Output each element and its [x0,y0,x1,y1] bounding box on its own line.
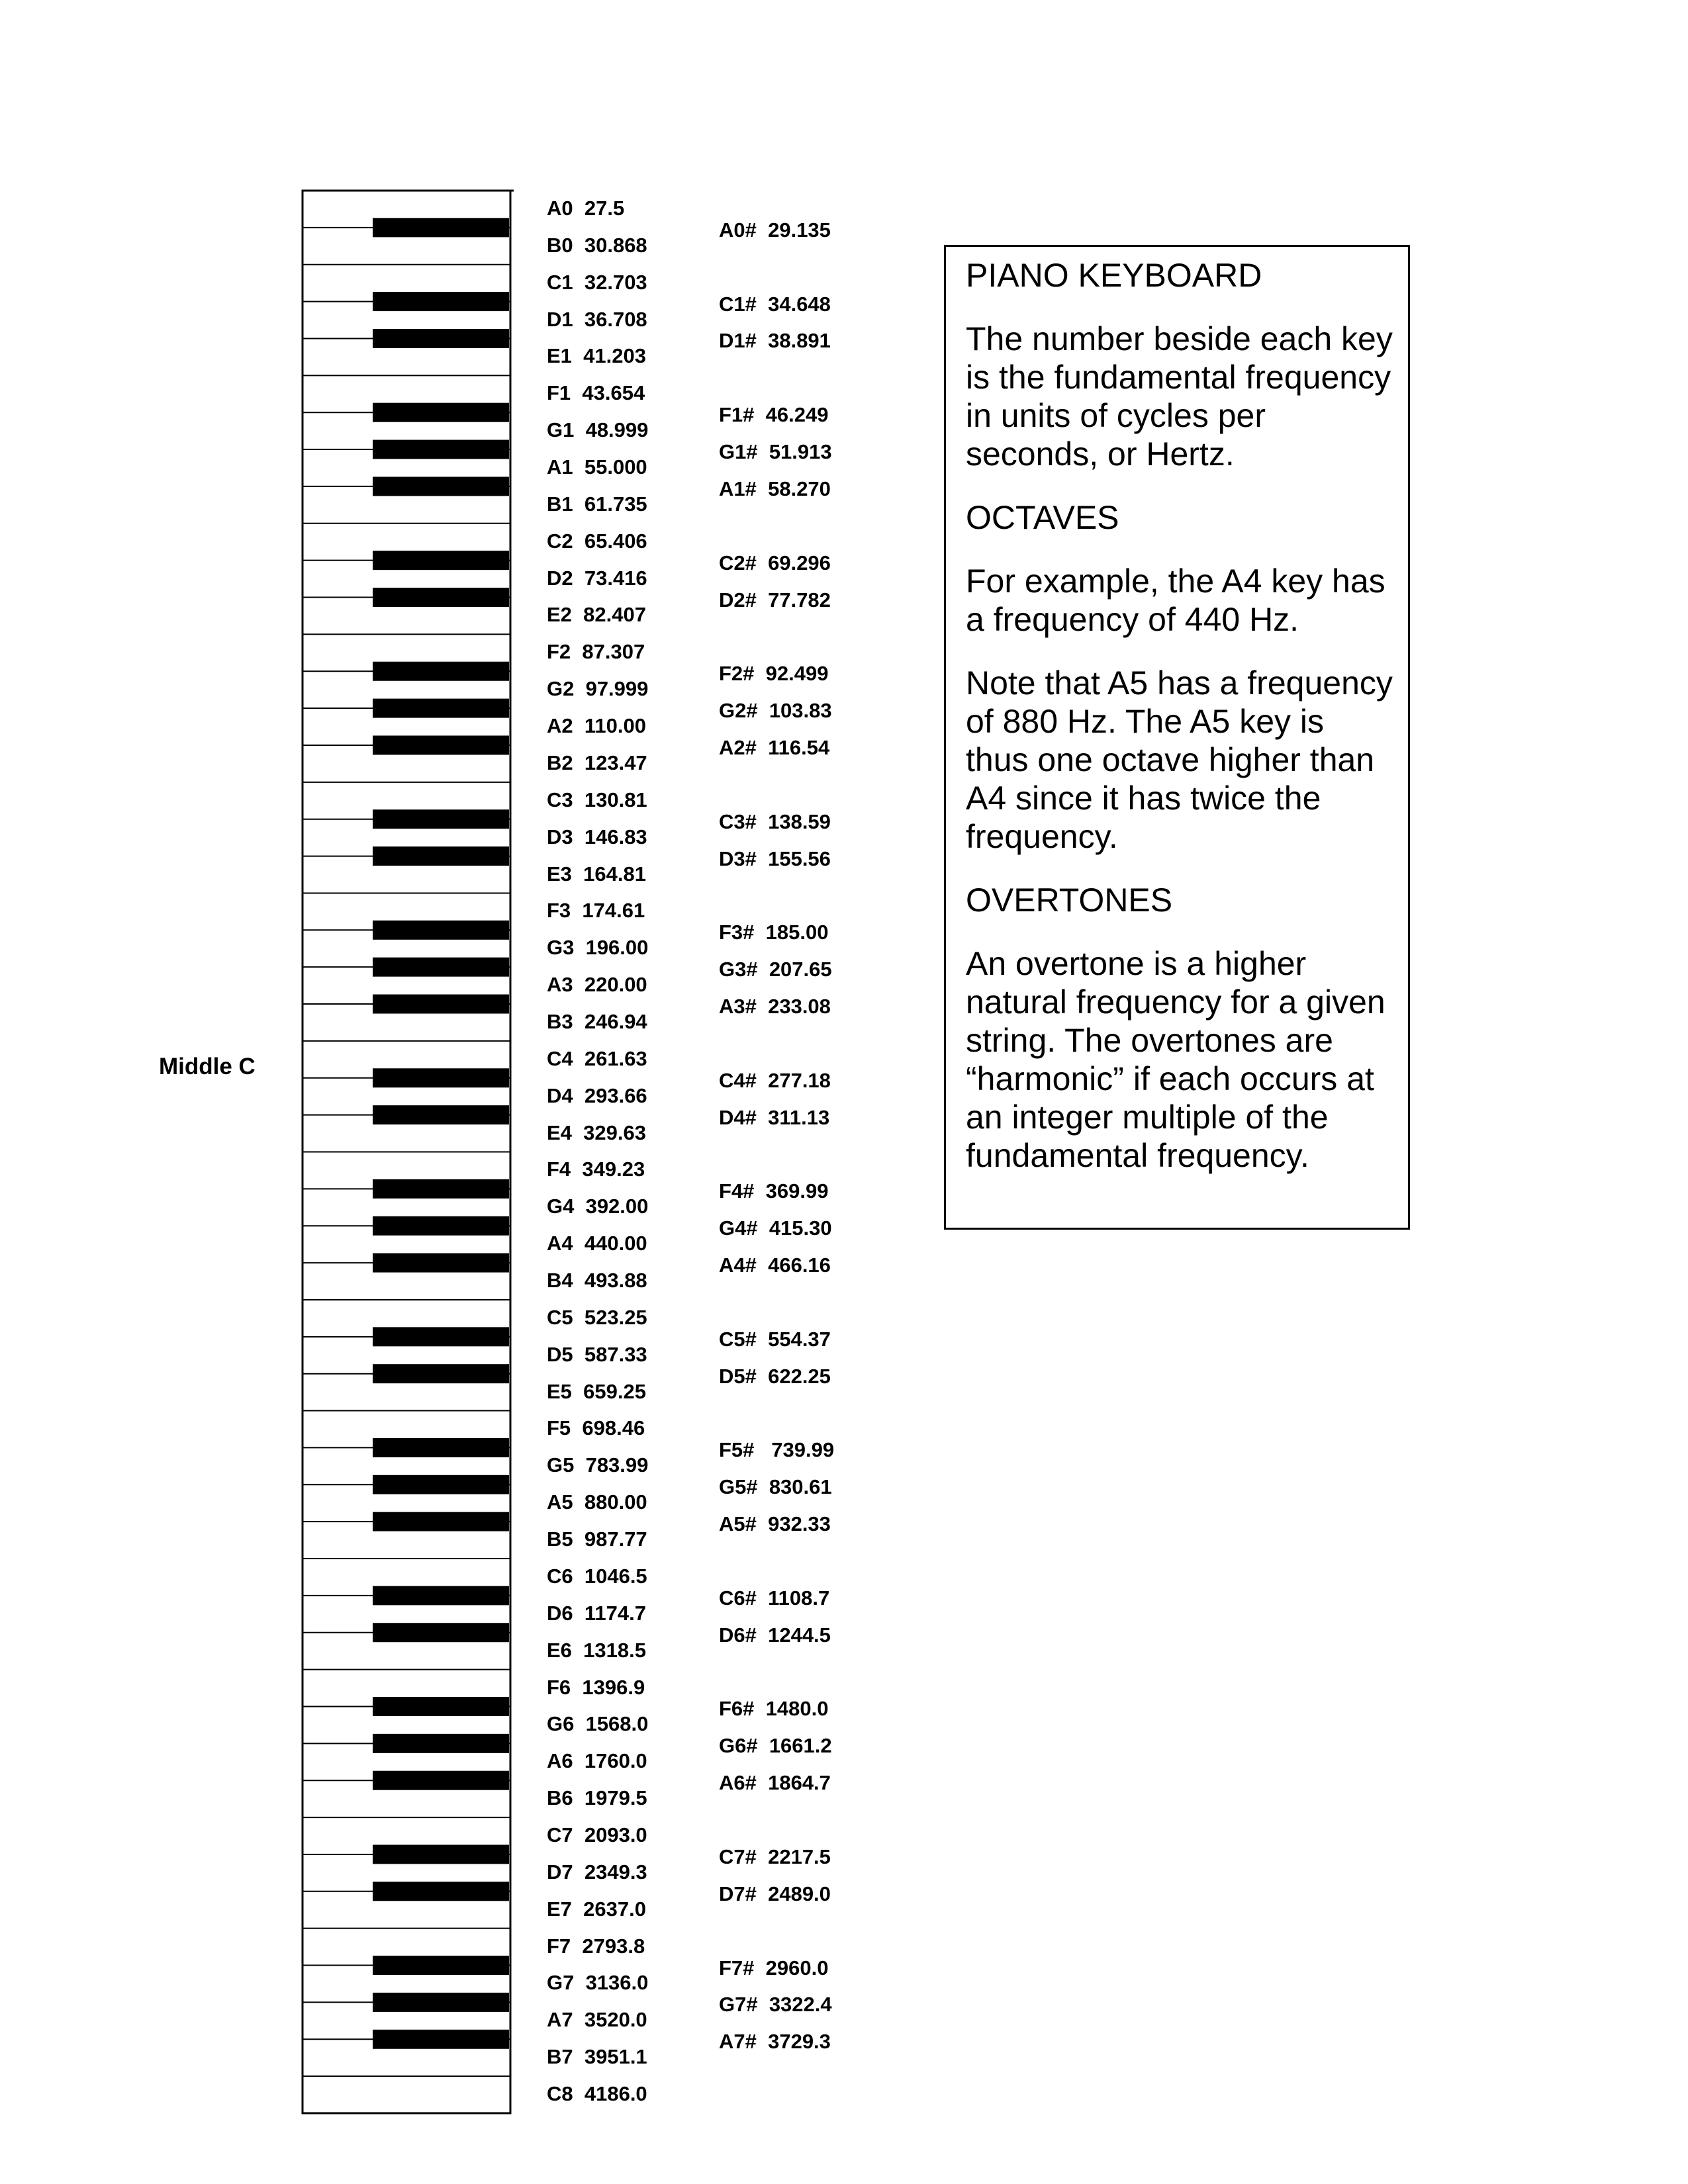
black-key-G4# [373,1216,509,1236]
black-key-F5# [373,1438,509,1457]
white-key-label: F3 174.61 [547,899,645,923]
black-key-label: D4# 311.13 [719,1105,830,1129]
black-key-G1# [373,440,509,459]
black-key-D2# [373,588,509,607]
white-key-label: E3 164.81 [547,862,646,886]
white-key-label: F2 87.307 [547,640,645,664]
white-key-label: A5 880.00 [547,1490,647,1514]
white-key-label: C6 1046.5 [547,1564,647,1588]
black-key-D6# [373,1623,509,1642]
white-key-label: A0 27.5 [547,196,625,220]
black-key-G6# [373,1734,509,1753]
black-key-label: D5# 622.25 [719,1364,831,1388]
white-key-label: C5 523.25 [547,1305,647,1329]
black-key-D3# [373,846,509,866]
black-key-D1# [373,329,509,348]
white-key-label: D4 293.66 [547,1083,647,1107]
white-key-label: B5 987.77 [547,1527,647,1551]
black-key-D7# [373,1882,509,1901]
black-key-label: F6# 1480.0 [719,1697,829,1721]
white-key-label: E7 2637.0 [547,1897,646,1921]
info-title: PIANO KEYBOARD [966,257,1262,294]
white-key-label: A6 1760.0 [547,1749,647,1773]
black-key-G3# [373,958,509,977]
white-key-label: C4 261.63 [547,1046,647,1070]
black-key-label: C2# 69.296 [719,551,831,574]
white-key-label: B2 123.47 [547,751,647,774]
white-key-label: D1 36.708 [547,307,647,331]
white-key-label: D7 2349.3 [547,1860,647,1884]
black-key-C4# [373,1068,509,1087]
overtones-text: An overtone is a higher natural frequency for a given string. The overtones are “harmonic” if each occurs at an integer multiple of the fundamental frequency. [966,945,1385,1174]
black-key-C1# [373,292,509,311]
black-key-D4# [373,1105,509,1124]
white-key-label: C1 32.703 [547,270,647,294]
overtones-heading: OVERTONES [966,882,1173,919]
black-key-label: D3# 155.56 [719,846,831,870]
black-key-C7# [373,1844,509,1864]
black-key-label: D1# 38.891 [719,329,831,353]
white-key-label: G2 97.999 [547,677,649,701]
black-key-label: F1# 46.249 [719,403,829,427]
black-key-label: G3# 207.65 [719,958,832,981]
black-key-A0# [373,218,509,237]
black-key-F3# [373,921,509,940]
white-key-label: F5 698.46 [547,1416,645,1440]
white-key-label: F7 2793.8 [547,1934,645,1958]
octaves-note-text: Note that A5 has a frequency of 880 Hz. The A5 key is thus one octave higher than A4 since it has twice the frequency. [966,664,1393,855]
white-key-label: E4 329.63 [547,1120,646,1144]
white-key-label: F4 349.23 [547,1158,645,1181]
white-key-label: D2 73.416 [547,566,647,590]
octaves-example-text: For example, the A4 key has a frequency of 440 Hz. [966,563,1385,638]
white-key-label: B3 246.94 [547,1009,647,1033]
black-key-label: F5# 739.99 [719,1438,835,1462]
black-key-label: C3# 138.59 [719,809,831,833]
black-key-G2# [373,699,509,718]
black-key-label: D2# 77.782 [719,588,831,612]
middle-c-label: Middle C [159,1054,256,1079]
black-key-F6# [373,1697,509,1716]
black-key-label: D7# 2489.0 [719,1882,831,1905]
white-key-label: D3 146.83 [547,825,647,848]
black-key-F1# [373,403,509,422]
white-key-label: B0 30.868 [547,233,647,257]
black-key-label: C1# 34.648 [719,292,831,316]
black-key-label: C6# 1108.7 [719,1586,830,1610]
white-key-label: E2 82.407 [547,603,646,627]
info-intro-text: The number beside each key is the fundamental frequency in units of cycles per seconds, or Hertz. [966,320,1393,473]
white-key-label: A7 3520.0 [547,2008,647,2032]
black-key-label: A1# 58.270 [719,477,831,500]
black-key-A2# [373,735,509,754]
black-key-label: F7# 2960.0 [719,1956,829,1979]
white-key-label: B1 61.735 [547,492,647,516]
black-key-A4# [373,1253,509,1273]
white-key-label: C7 2093.0 [547,1823,647,1846]
info-box [944,245,1410,1230]
white-key-label: A4 440.00 [547,1232,647,1255]
black-key-label: F3# 185.00 [719,921,829,944]
black-key-A5# [373,1512,509,1531]
black-key-G5# [373,1475,509,1494]
white-key-label: E6 1318.5 [547,1638,646,1662]
white-key-label: G5 783.99 [547,1453,649,1477]
black-key-label: A7# 3729.3 [719,2030,831,2054]
white-key-label: D6 1174.7 [547,1601,646,1625]
black-key-label: G6# 1661.2 [719,1734,832,1758]
black-key-label: C5# 554.37 [719,1327,831,1351]
white-key-label: F6 1396.9 [547,1675,645,1699]
black-key-F4# [373,1179,509,1199]
black-key-label: F2# 92.499 [719,662,829,686]
black-key-label: A2# 116.54 [719,735,830,759]
black-key-D5# [373,1364,509,1383]
black-key-C6# [373,1586,509,1605]
white-key-label: G6 1568.0 [547,1712,649,1736]
white-key-label: A1 55.000 [547,455,647,478]
black-key-label: G5# 830.61 [719,1475,832,1499]
black-key-C3# [373,809,509,829]
white-key-label: C3 130.81 [547,788,647,811]
white-key-label: B6 1979.5 [547,1786,647,1810]
black-key-C2# [373,551,509,570]
black-key-label: G4# 415.30 [719,1216,832,1240]
black-key-label: C7# 2217.5 [719,1844,831,1868]
white-key-label: F1 43.654 [547,381,645,405]
white-key-label: G3 196.00 [547,936,649,960]
white-key-label: B4 493.88 [547,1269,647,1293]
black-key-label: D6# 1244.5 [719,1623,831,1647]
black-key-label: A4# 466.16 [719,1253,831,1277]
black-key-label: A6# 1864.7 [719,1771,831,1795]
black-key-label: F4# 369.99 [719,1179,829,1203]
black-key-A6# [373,1771,509,1790]
black-key-A3# [373,995,509,1014]
white-key-label: E5 659.25 [547,1379,646,1403]
black-key-label: G7# 3322.4 [719,1993,832,2017]
black-key-A7# [373,2030,509,2049]
white-key-label: G4 392.00 [547,1195,649,1218]
white-key-label: B7 3951.1 [547,2045,647,2069]
black-key-G7# [373,1993,509,2012]
black-key-label: C4# 277.18 [719,1068,831,1092]
white-key-label: D5 587.33 [547,1342,647,1366]
black-key-label: A3# 233.08 [719,995,831,1019]
white-key-label: G1 48.999 [547,418,649,442]
black-key-label: G2# 103.83 [719,699,832,723]
white-key-label: A3 220.00 [547,973,647,997]
black-key-label: A0# 29.135 [719,218,831,242]
white-key-label: E1 41.203 [547,344,646,368]
black-key-C5# [373,1327,509,1346]
black-key-A1# [373,477,509,496]
white-key-label: C8 4186.0 [547,2082,647,2106]
black-key-F2# [373,662,509,681]
white-key-label: C2 65.406 [547,529,647,553]
black-key-label: G1# 51.913 [719,440,832,464]
octaves-heading: OCTAVES [966,499,1119,536]
white-key-label: G7 3136.0 [547,1971,649,1995]
black-key-label: A5# 932.33 [719,1512,831,1536]
white-key-label: A2 110.00 [547,714,646,738]
black-key-F7# [373,1956,509,1975]
